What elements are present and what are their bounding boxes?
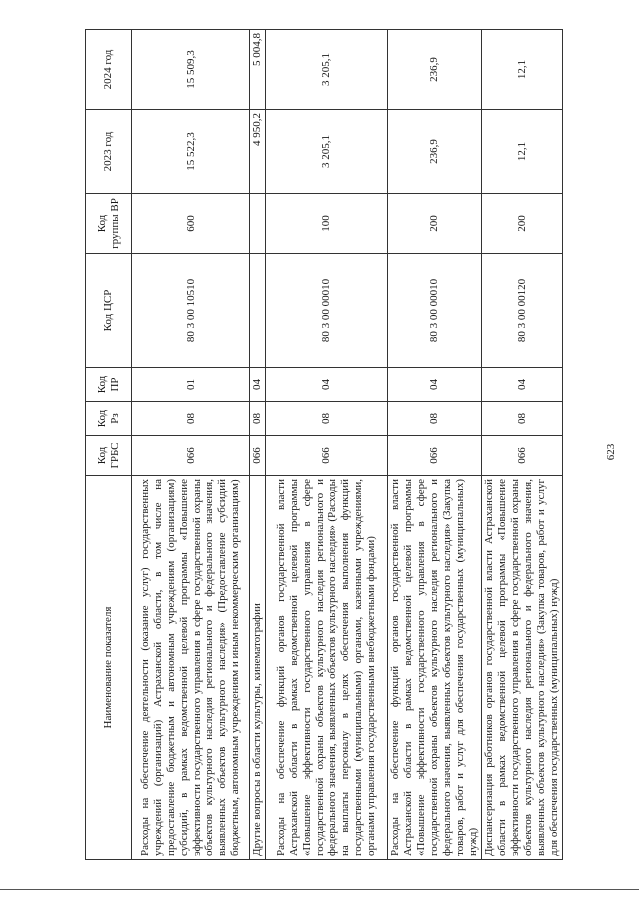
- row-vr: 100: [265, 194, 387, 254]
- page-bottom-rule: [0, 889, 639, 890]
- row-rz: 08: [265, 402, 387, 436]
- header-csr: Код ЦСР: [86, 254, 132, 368]
- row-rz: 08: [481, 402, 562, 436]
- row-2023: 236,9: [387, 110, 481, 194]
- row-csr: 80 3 00 00010: [387, 254, 481, 368]
- row-name: Расходы на обеспечение функций органов государственной власти Астраханской области в рамках ведомственной целевой программы «Повышение эффективности государственного управления в сфере государственной охраны объектов культурного наследия регионального и федерального значения, выявленных объектов культурного наследия» (Расходы на выплаты персоналу в целях обеспечения выполнения функций государственными (муниципальными) органами, казенными учреждениями, органами управления государственными внебюджетными фондами): [265, 476, 387, 860]
- row-pr: 04: [250, 368, 266, 402]
- table-row: [481, 30, 562, 860]
- row-2024: 5 004,8: [250, 30, 266, 110]
- row-rz: 08: [250, 402, 266, 436]
- row-2024: 12,1: [481, 30, 562, 110]
- row-name: Диспансеризация работников органов государственной власти Астраханской области в рамках ведомственной целевой программы «Повышение эффективности государственного управления в сфере государственной охраны объектов культурного наследия регионального и федерального значения, выявленных объектов культурного наследия» (Закупка товаров, работ и услуг для обеспечения государственных (муниципальных) нужд): [481, 476, 562, 860]
- row-vr: 600: [132, 194, 250, 254]
- row-grbs: 066: [265, 436, 387, 476]
- row-grbs: 066: [387, 436, 481, 476]
- row-csr: 80 3 00 10510: [132, 254, 250, 368]
- header-rz: Код Рз: [86, 402, 132, 436]
- table-row: [250, 30, 266, 860]
- header-vr: Код группы ВР: [86, 194, 132, 254]
- header-name: Наименование показателя: [86, 476, 132, 860]
- row-name: Расходы на обеспечение деятельности (оказание услуг) государственных учреждений (организаций) Астраханской области, в том числе на предоставление бюджетным и автономным учреждениям (организациям) субсидий, в рамках ведомственной целевой программы «Повышение эффективности государственного управления в сфере государственной охраны объектов культурного наследия регионального и федерального значения, выявленных объектов культурного наследия» (Предоставление субсидий бюджетным, автономным учреждениям и иным некоммерческим организациям): [132, 476, 250, 860]
- table-row: [387, 30, 481, 860]
- row-2023: 12,1: [481, 110, 562, 194]
- row-csr: 80 3 00 00120: [481, 254, 562, 368]
- row-name: Расходы на обеспечение функций органов государственной власти Астраханской области в рамках ведомственной целевой программы «Повышение эффективности государственного управления в сфере государственной охраны объектов культурного наследия регионального и федерального значения, выявленных объектов культурного наследия» (Закупка товаров, работ и услуг для обеспечения государственных (муниципальных) нужд): [387, 476, 481, 860]
- row-grbs: 066: [132, 436, 250, 476]
- header-2023: 2023 год: [86, 110, 132, 194]
- budget-table: [85, 29, 563, 860]
- row-2023: 3 205,1: [265, 110, 387, 194]
- row-csr: 80 3 00 00010: [265, 254, 387, 368]
- row-pr: 04: [481, 368, 562, 402]
- page-number: 623: [605, 443, 617, 461]
- row-rz: 08: [132, 402, 250, 436]
- row-pr: 04: [265, 368, 387, 402]
- rotated-table-container: [85, 30, 560, 860]
- header-2024: 2024 год: [86, 30, 132, 110]
- row-2023: 15 522,3: [132, 110, 250, 194]
- table-header-row: [86, 30, 132, 860]
- table-row: [132, 30, 250, 860]
- row-grbs: 066: [481, 436, 562, 476]
- row-vr: 200: [481, 194, 562, 254]
- row-vr: [250, 194, 266, 254]
- row-rz: 08: [387, 402, 481, 436]
- row-grbs: 066: [250, 436, 266, 476]
- row-csr: [250, 254, 266, 368]
- table-row: [265, 30, 387, 860]
- row-vr: 200: [387, 194, 481, 254]
- row-2023: 4 950,2: [250, 110, 266, 194]
- row-2024: 15 509,3: [132, 30, 250, 110]
- row-name: Другие вопросы в области культуры, кинематографии: [250, 476, 266, 860]
- header-grbs: Код ГРБС: [86, 436, 132, 476]
- row-2024: 3 205,1: [265, 30, 387, 110]
- row-pr: 04: [387, 368, 481, 402]
- row-2024: 236,9: [387, 30, 481, 110]
- row-pr: 01: [132, 368, 250, 402]
- header-pr: Код ПР: [86, 368, 132, 402]
